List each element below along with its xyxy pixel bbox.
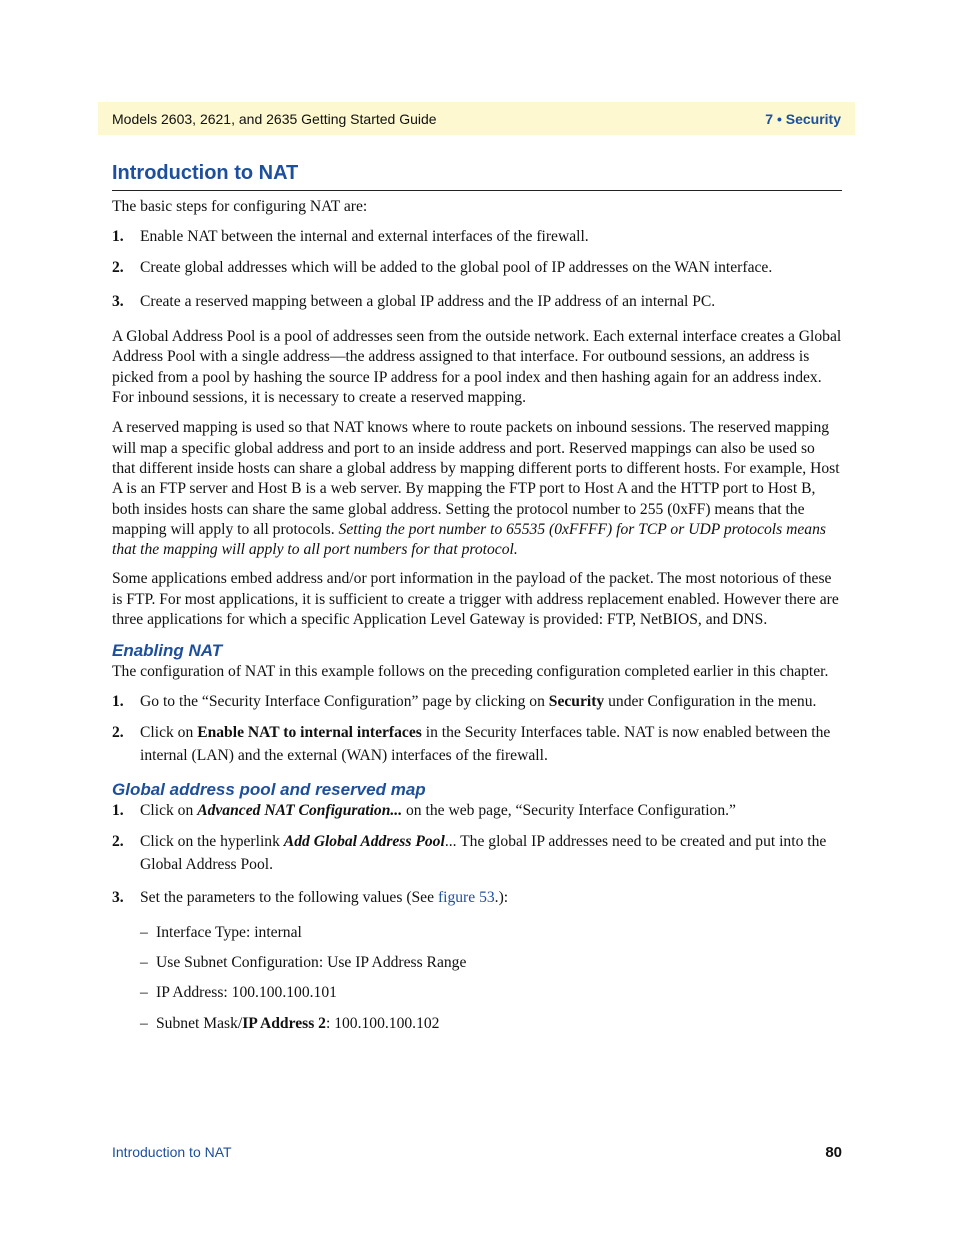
step-text: .): [494,889,509,907]
param-item [112,983,842,1003]
param-text: Subnet Mask/ [156,1015,243,1033]
step-number: 2. [112,258,124,276]
subsection-global-pool: Global address pool and reserved map [112,779,426,799]
param-item [112,923,842,943]
intro-text: The basic steps for configuring NAT are: [112,198,368,215]
step-number: 2. [112,723,124,741]
chapter-label: 7 • Security [765,110,841,127]
step-bold: Security [548,692,605,710]
dash-marker: – [140,1015,148,1033]
step-text: under Configuration in the menu. [604,692,817,710]
footer-section-name: Introduction to NAT [112,1144,232,1160]
page-number: 80 [825,1144,842,1161]
param-text: Interface Type: internal [156,923,302,941]
step-bold-italic: Advanced NAT Configuration... [197,801,403,819]
param-item [112,1014,842,1034]
page-content [112,158,842,1035]
param-text: Use Subnet Configuration: Use IP Address Range [156,953,467,971]
dash-marker: – [140,923,148,941]
step-text: in the Security Interfaces table. NAT is now enabled between the internal (LAN) and the external (WAN) interfaces of the firewall. [140,723,831,764]
step-bold: Enable NAT to internal interfaces [197,723,422,741]
global-step-3 [112,888,842,908]
param-text: : 100.100.100.102 [325,1015,440,1033]
dash-marker: – [140,953,148,971]
step-text: Create a reserved mapping between a global IP address and the IP address of an internal PC. [140,292,716,310]
step-number: 2. [112,833,124,851]
paragraph-reserved-mapping [112,418,842,560]
step-number: 1. [112,228,124,246]
running-footer [112,1144,842,1161]
paragraph-italic-text: Setting the port number to 65535 (0xFFFF) for TCP or UDP protocols means that the mapping will apply to all port numbers for that protocol. [112,520,826,559]
guide-title: Models 2603, 2621, and 2635 Getting Started Guide [112,110,437,127]
step-bold-italic: Add Global Address Pool [283,833,445,851]
running-header [98,102,855,135]
subsection-enabling-nat: Enabling NAT [112,641,223,661]
step-text: Go to the “Security Interface Configuration” page by clicking on [140,692,549,710]
enabling-step-2 [112,721,842,767]
paragraph-global-pool: A Global Address Pool is a pool of addresses seen from the outside network. Each external interface creates a Global Address Pool with a single address—the address assigned to that interface. For outbound sessions, an address is picked from a pool by hashing the source IP address for a pool index and then hashing again for an address index. For inbound sessions, it is necessary to create a reserved mapping. [112,328,842,407]
global-step-2 [112,830,842,876]
step-number: 3. [112,889,124,907]
step-text: Set the parameters to the following values (See [140,889,438,907]
basic-step-1 [112,227,842,247]
enabling-step-1 [112,692,842,712]
param-item [112,953,842,973]
step-text: Click on [140,801,198,819]
step-number: 1. [112,801,124,819]
global-step-1 [112,801,842,821]
step-number: 1. [112,692,124,710]
param-text: IP Address: 100.100.100.101 [156,984,337,1002]
step-text: on the web page, “Security Interface Configuration.” [402,801,736,819]
basic-step-3 [112,292,842,312]
step-text: Create global addresses which will be added to the global pool of IP addresses on the WAN interface. [140,258,773,276]
basic-step-2 [112,258,842,278]
enabling-intro: The configuration of NAT in this example follows on the preceding configuration completed earlier in this chapter. [112,663,829,681]
paragraph-text: A reserved mapping is used so that NAT knows where to route packets on inbound sessions. The reserved mapping will map a specific global address and port to an inside address and port. Reserved mappings can also be used so that different inside hosts can share a global address by mapping different ports to different hosts. For example, Host A is an FTP server and Host B is a web server. By mapping the FTP port to Host A and the HTTP port to Host B, both insides hosts can share the same global address. Setting the protocol number to 255 (0xFF) means that the mapping will apply to all protocols. [112,419,840,538]
section-title: Introduction to NAT [112,158,842,191]
step-text: ... The global IP addresses need to be created and put into the Global Address Pool. [140,833,827,874]
step-text: Click on the hyperlink [140,833,284,851]
dash-marker: – [140,984,148,1002]
step-text: Enable NAT between the internal and external interfaces of the firewall. [140,228,589,246]
param-bold: IP Address 2 [242,1015,326,1033]
paragraph-applications: Some applications embed address and/or port information in the payload of the packet. The most notorious of these is FTP. For most applications, it is sufficient to create a trigger with address replacement enabled. However there are three applications for which a specific Application Level Gateway is provided: FTP, NetBIOS, and DNS. [112,570,839,629]
step-number: 3. [112,292,124,310]
step-text: Click on [140,723,198,741]
figure-53-link[interactable]: figure 53 [437,889,495,907]
